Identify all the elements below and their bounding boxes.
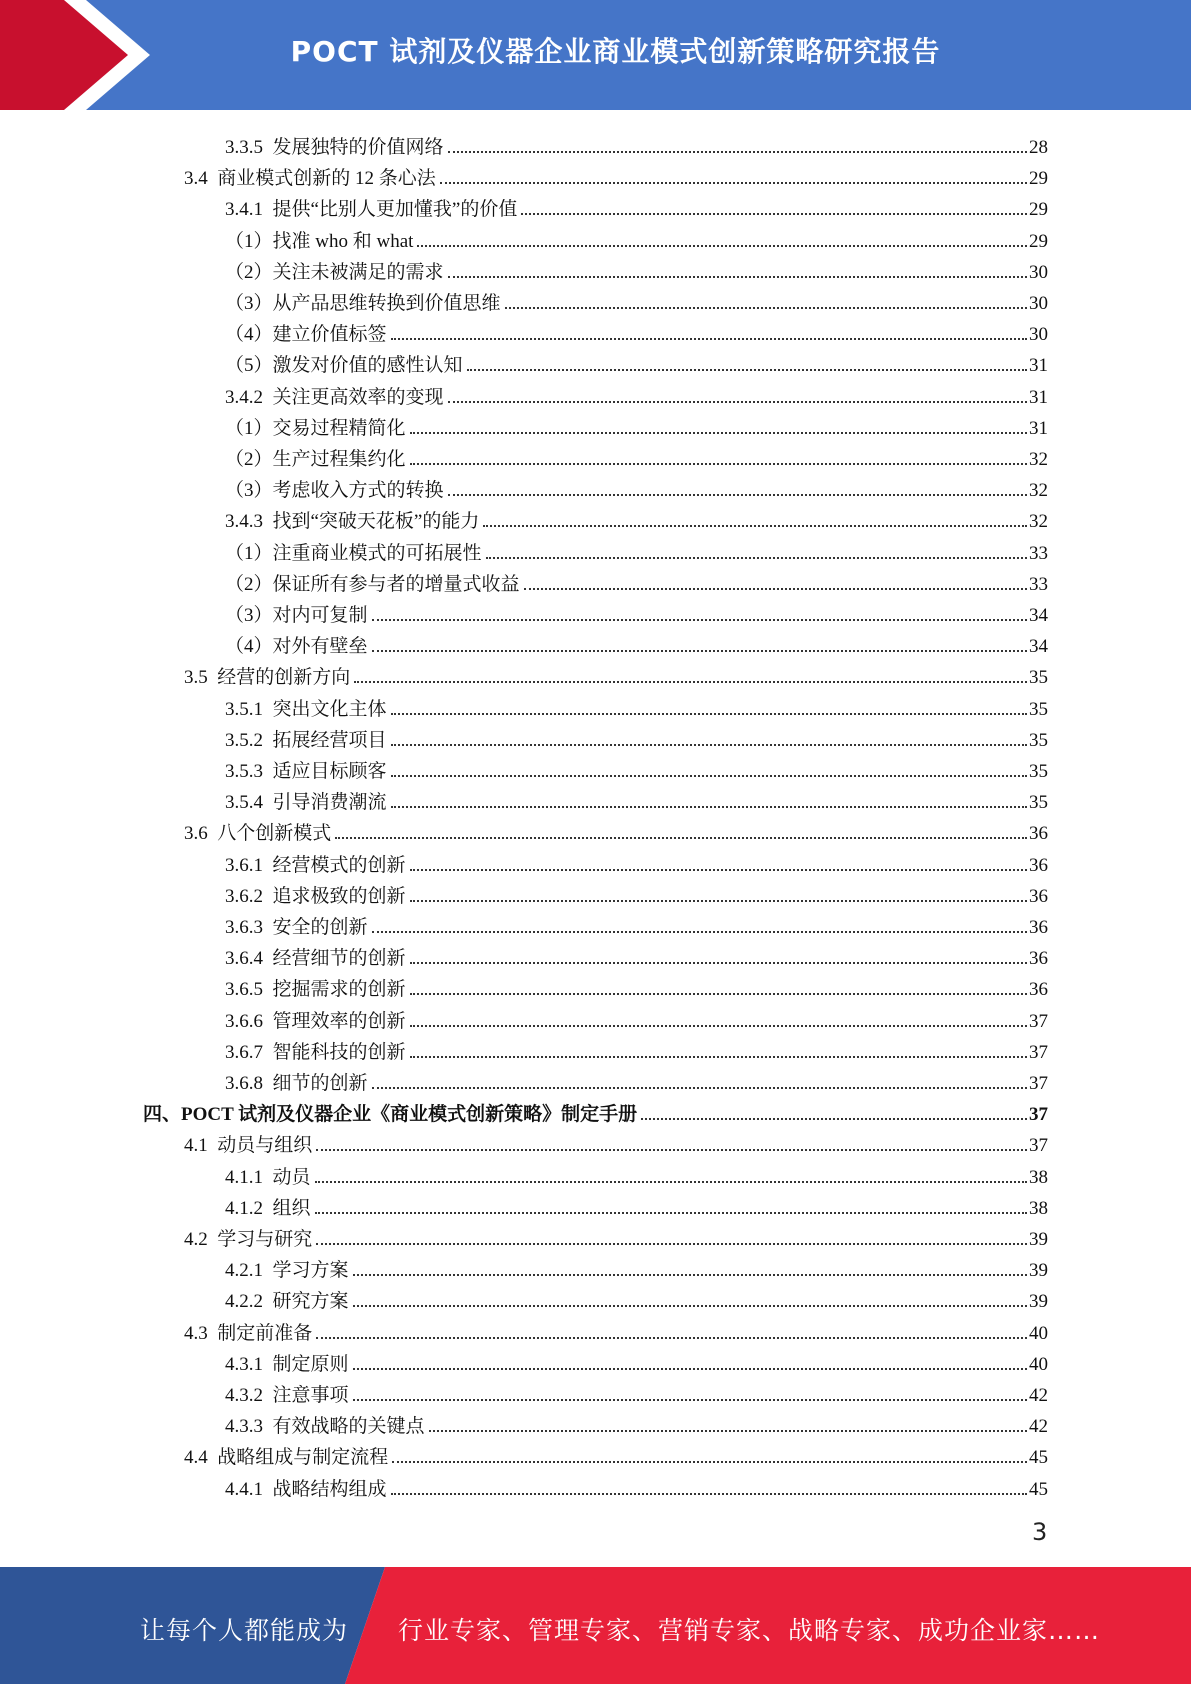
toc-entry[interactable] xyxy=(225,627,1048,658)
toc-entry[interactable] xyxy=(225,1064,1048,1095)
page-header xyxy=(0,0,1191,110)
toc-entry-page: 29 xyxy=(1029,230,1048,252)
toc-entry-label: 4.2.2 研究方案 xyxy=(225,1291,349,1313)
toc-entry-label: 3.5.4 引导消费潮流 xyxy=(225,792,387,814)
toc-entry-page: 36 xyxy=(1029,948,1048,970)
toc-entry-page: 33 xyxy=(1029,573,1048,595)
toc-entry-page: 35 xyxy=(1029,761,1048,782)
toc-entry[interactable] xyxy=(225,190,1048,221)
toc-entry[interactable] xyxy=(225,128,1048,159)
toc-entry[interactable] xyxy=(225,315,1048,346)
toc-dot-leader xyxy=(486,557,1027,559)
toc-entry[interactable] xyxy=(225,1282,1048,1313)
toc-entry[interactable] xyxy=(225,440,1048,471)
toc-dot-leader xyxy=(353,1399,1027,1401)
toc-dot-leader xyxy=(372,1087,1027,1089)
toc-dot-leader xyxy=(353,1274,1027,1276)
toc-dot-leader xyxy=(372,619,1027,621)
toc-dot-leader xyxy=(410,432,1027,434)
toc-entry-page: 34 xyxy=(1029,605,1048,626)
toc-entry-label: 四、POCT 试剂及仪器企业《商业模式创新策略》制定手册 xyxy=(143,1104,638,1126)
toc-dot-leader xyxy=(410,463,1027,465)
toc-entry-page: 30 xyxy=(1029,261,1048,283)
toc-entry[interactable] xyxy=(143,1095,1048,1126)
toc-entry[interactable] xyxy=(225,783,1048,814)
toc-entry-page: 40 xyxy=(1029,1322,1048,1344)
toc-entry-page: 37 xyxy=(1029,1135,1048,1157)
toc-entry-label: 3.6 八个创新模式 xyxy=(184,823,332,845)
toc-entry[interactable] xyxy=(225,378,1048,409)
toc-dot-leader xyxy=(521,213,1027,215)
toc-dot-leader xyxy=(483,525,1027,527)
toc-entry-page: 37 xyxy=(1029,1041,1048,1063)
toc-entry[interactable] xyxy=(225,1189,1048,1220)
toc-entry-page: 36 xyxy=(1029,979,1048,1001)
toc-dot-leader xyxy=(391,338,1027,340)
toc-entry[interactable] xyxy=(184,658,1048,689)
toc-entry[interactable] xyxy=(225,1407,1048,1438)
toc-entry-page: 35 xyxy=(1029,729,1048,751)
toc-entry[interactable] xyxy=(225,222,1048,253)
toc-dot-leader xyxy=(467,369,1027,371)
toc-dot-leader xyxy=(315,1212,1027,1214)
toc-dot-leader xyxy=(448,401,1027,403)
toc-entry[interactable] xyxy=(184,1126,1048,1157)
toc-entry-label: （2）关注未被满足的需求 xyxy=(225,261,444,283)
toc-entry-label: 3.5.3 适应目标顾客 xyxy=(225,761,387,782)
toc-entry[interactable] xyxy=(225,1158,1048,1189)
toc-entry[interactable] xyxy=(225,939,1048,970)
toc-entry-page: 37 xyxy=(1029,1104,1048,1126)
toc-entry-label: （2）生产过程集约化 xyxy=(225,449,406,470)
toc-dot-leader xyxy=(410,993,1027,995)
toc-entry[interactable] xyxy=(225,1002,1048,1033)
toc-dot-leader xyxy=(505,307,1027,309)
toc-entry[interactable] xyxy=(225,409,1048,440)
toc-entry-label: 3.4.3 找到“突破天花板”的能力 xyxy=(225,511,480,533)
toc-entry[interactable] xyxy=(225,721,1048,752)
toc-entry-page: 39 xyxy=(1029,1260,1048,1282)
toc-entry-page: 29 xyxy=(1029,168,1048,190)
header-title: POCT 试剂及仪器企业商业模式创新策略研究报告 xyxy=(290,35,941,68)
toc-dot-leader xyxy=(316,1149,1027,1151)
toc-entry-label: 4.3 制定前准备 xyxy=(184,1322,313,1344)
toc-dot-leader xyxy=(410,962,1027,964)
toc-dot-leader xyxy=(392,1461,1027,1463)
toc-entry-label: 4.4.1 战略结构组成 xyxy=(225,1478,387,1500)
toc-dot-leader xyxy=(410,900,1027,902)
toc-entry-page: 32 xyxy=(1029,449,1048,470)
toc-entry-label: （1）交易过程精简化 xyxy=(225,417,406,439)
toc-entry-page: 42 xyxy=(1029,1416,1048,1438)
toc-entry-label: 4.3.3 有效战略的关键点 xyxy=(225,1416,425,1438)
toc-entry-label: （2）保证所有参与者的增量式收益 xyxy=(225,573,520,595)
page-footer xyxy=(0,1567,1191,1684)
toc-entry-label: （1）找准 who 和 what xyxy=(225,230,414,252)
toc-entry-page: 30 xyxy=(1029,324,1048,346)
toc-entry-page: 39 xyxy=(1029,1291,1048,1313)
toc-dot-leader xyxy=(316,1337,1027,1339)
toc-entry-label: （4）对外有壁垒 xyxy=(225,636,368,658)
toc-entry-label: （4）建立价值标签 xyxy=(225,324,387,346)
toc-entry[interactable] xyxy=(225,284,1048,315)
toc-entry-page: 31 xyxy=(1029,417,1048,439)
toc-entry-page: 39 xyxy=(1029,1229,1048,1250)
toc-entry[interactable] xyxy=(225,471,1048,502)
toc-entry[interactable] xyxy=(225,1251,1048,1282)
toc-entry-label: 4.2 学习与研究 xyxy=(184,1229,313,1250)
toc-dot-leader xyxy=(448,151,1027,153)
toc-entry-label: 4.4 战略组成与制定流程 xyxy=(184,1447,389,1469)
toc-dot-leader xyxy=(410,1025,1027,1027)
toc-entry-page: 31 xyxy=(1029,386,1048,408)
toc-entry-page: 36 xyxy=(1029,885,1048,907)
toc-entry[interactable] xyxy=(225,752,1048,783)
toc-dot-leader xyxy=(353,1305,1027,1307)
toc-dot-leader xyxy=(391,713,1027,715)
toc-dot-leader xyxy=(448,494,1027,496)
toc-entry-page: 36 xyxy=(1029,917,1048,938)
toc-entry-label: 3.4 商业模式创新的 12 条心法 xyxy=(184,168,436,190)
toc-entry-label: 3.6.2 追求极致的创新 xyxy=(225,885,406,907)
toc-entry-page: 37 xyxy=(1029,1010,1048,1032)
toc-entry-label: 3.5.2 拓展经营项目 xyxy=(225,729,387,751)
toc-entry-label: 4.2.1 学习方案 xyxy=(225,1260,349,1282)
toc-entry-label: 3.3.5 发展独特的价值网络 xyxy=(225,137,444,158)
toc-dot-leader xyxy=(429,1430,1027,1432)
toc-entry-page: 40 xyxy=(1029,1353,1048,1375)
toc-dot-leader xyxy=(440,182,1027,184)
toc-dot-leader xyxy=(391,775,1027,777)
toc-entry-page: 42 xyxy=(1029,1385,1048,1406)
toc-dot-leader xyxy=(335,837,1027,839)
toc-entry-label: 3.4.2 关注更高效率的变现 xyxy=(225,386,444,408)
toc-entry[interactable] xyxy=(225,877,1048,908)
toc-entry-page: 45 xyxy=(1029,1478,1048,1500)
toc-entry[interactable] xyxy=(225,502,1048,533)
toc-entry-label: 3.6.8 细节的创新 xyxy=(225,1073,368,1094)
toc-entry-label: 3.5 经营的创新方向 xyxy=(184,667,351,689)
toc-entry[interactable] xyxy=(184,814,1048,845)
toc-entry-label: （3）从产品思维转换到价值思维 xyxy=(225,293,501,314)
toc-entry-label: 3.6.5 挖掘需求的创新 xyxy=(225,979,406,1001)
toc-entry[interactable] xyxy=(225,690,1048,721)
toc-dot-leader xyxy=(448,276,1027,278)
toc-entry[interactable] xyxy=(225,565,1048,596)
toc-dot-leader xyxy=(410,1056,1027,1058)
toc-entry-label: （3）对内可复制 xyxy=(225,605,368,626)
toc-entry-label: （1）注重商业模式的可拓展性 xyxy=(225,542,482,564)
toc-entry-page: 30 xyxy=(1029,293,1048,314)
toc-entry-page: 36 xyxy=(1029,823,1048,845)
toc-entry-page: 34 xyxy=(1029,636,1048,658)
page-number: 3 xyxy=(1032,1518,1048,1546)
toc-entry-label: （5）激发对价值的感性认知 xyxy=(225,355,463,377)
toc-entry-label: 3.6.4 经营细节的创新 xyxy=(225,948,406,970)
toc-dot-leader xyxy=(372,650,1027,652)
toc-entry[interactable] xyxy=(184,1220,1048,1251)
toc-entry[interactable] xyxy=(225,596,1048,627)
toc-entry-label: 3.6.6 管理效率的创新 xyxy=(225,1010,406,1032)
toc-dot-leader xyxy=(372,931,1027,933)
toc-entry-label: 3.6.7 智能科技的创新 xyxy=(225,1041,406,1063)
toc-entry[interactable] xyxy=(225,908,1048,939)
toc-entry-label: 3.6.3 安全的创新 xyxy=(225,917,368,938)
toc-entry[interactable] xyxy=(225,253,1048,284)
toc-dot-leader xyxy=(354,681,1027,683)
toc-entry-page: 29 xyxy=(1029,199,1048,221)
toc-entry-label: 4.1.1 动员 xyxy=(225,1166,311,1188)
toc-entry-label: 3.5.1 突出文化主体 xyxy=(225,698,387,720)
toc-dot-leader xyxy=(391,1493,1027,1495)
toc-entry-label: 4.3.2 注意事项 xyxy=(225,1385,349,1406)
toc-entry-page: 35 xyxy=(1029,698,1048,720)
toc-entry-label: 4.1 动员与组织 xyxy=(184,1135,313,1157)
toc-dot-leader xyxy=(353,1368,1027,1370)
toc-dot-leader xyxy=(641,1118,1027,1120)
toc-dot-leader xyxy=(417,245,1027,247)
toc-dot-leader xyxy=(524,588,1027,590)
toc-entry-page: 35 xyxy=(1029,667,1048,689)
toc-entry[interactable] xyxy=(184,159,1048,190)
toc-entry-page: 36 xyxy=(1029,854,1048,876)
toc-entry-page: 28 xyxy=(1029,137,1048,158)
toc-dot-leader xyxy=(315,1181,1027,1183)
toc-entry[interactable] xyxy=(184,1314,1048,1345)
toc-entry-page: 37 xyxy=(1029,1073,1048,1094)
toc-dot-leader xyxy=(410,869,1027,871)
toc-entry-page: 45 xyxy=(1029,1447,1048,1469)
toc-entry[interactable] xyxy=(225,1033,1048,1064)
toc-entry[interactable] xyxy=(225,970,1048,1001)
toc-entry-page: 35 xyxy=(1029,792,1048,814)
toc-entry-page: 38 xyxy=(1029,1166,1048,1188)
toc-dot-leader xyxy=(316,1243,1027,1245)
footer-slogan-left: 让每个人都能成为 xyxy=(140,1616,349,1645)
toc-entry[interactable] xyxy=(225,1345,1048,1376)
toc-entry-page: 32 xyxy=(1029,511,1048,533)
footer-slogan-right: 行业专家、管理专家、营销专家、战略专家、成功企业家…… xyxy=(398,1616,1101,1645)
toc-entry-label: 4.1.2 组织 xyxy=(225,1197,311,1219)
toc-entry-label: （3）考虑收入方式的转换 xyxy=(225,480,444,502)
toc-dot-leader xyxy=(391,806,1027,808)
toc-entry-label: 3.6.1 经营模式的创新 xyxy=(225,854,406,876)
toc-entry-page: 32 xyxy=(1029,480,1048,502)
toc-entry[interactable] xyxy=(184,1438,1048,1469)
toc-entry[interactable] xyxy=(225,346,1048,377)
toc-entry[interactable] xyxy=(225,1376,1048,1407)
toc-dot-leader xyxy=(391,744,1027,746)
toc-entry[interactable] xyxy=(225,1470,1048,1501)
toc-entry[interactable] xyxy=(225,534,1048,565)
toc-entry-label: 4.3.1 制定原则 xyxy=(225,1353,349,1375)
toc-entry-page: 38 xyxy=(1029,1197,1048,1219)
toc-entry-page: 33 xyxy=(1029,542,1048,564)
toc-entry[interactable] xyxy=(225,846,1048,877)
toc-entry-page: 31 xyxy=(1029,355,1048,377)
toc-entry-label: 3.4.1 提供“比别人更加懂我”的价值 xyxy=(225,199,518,221)
